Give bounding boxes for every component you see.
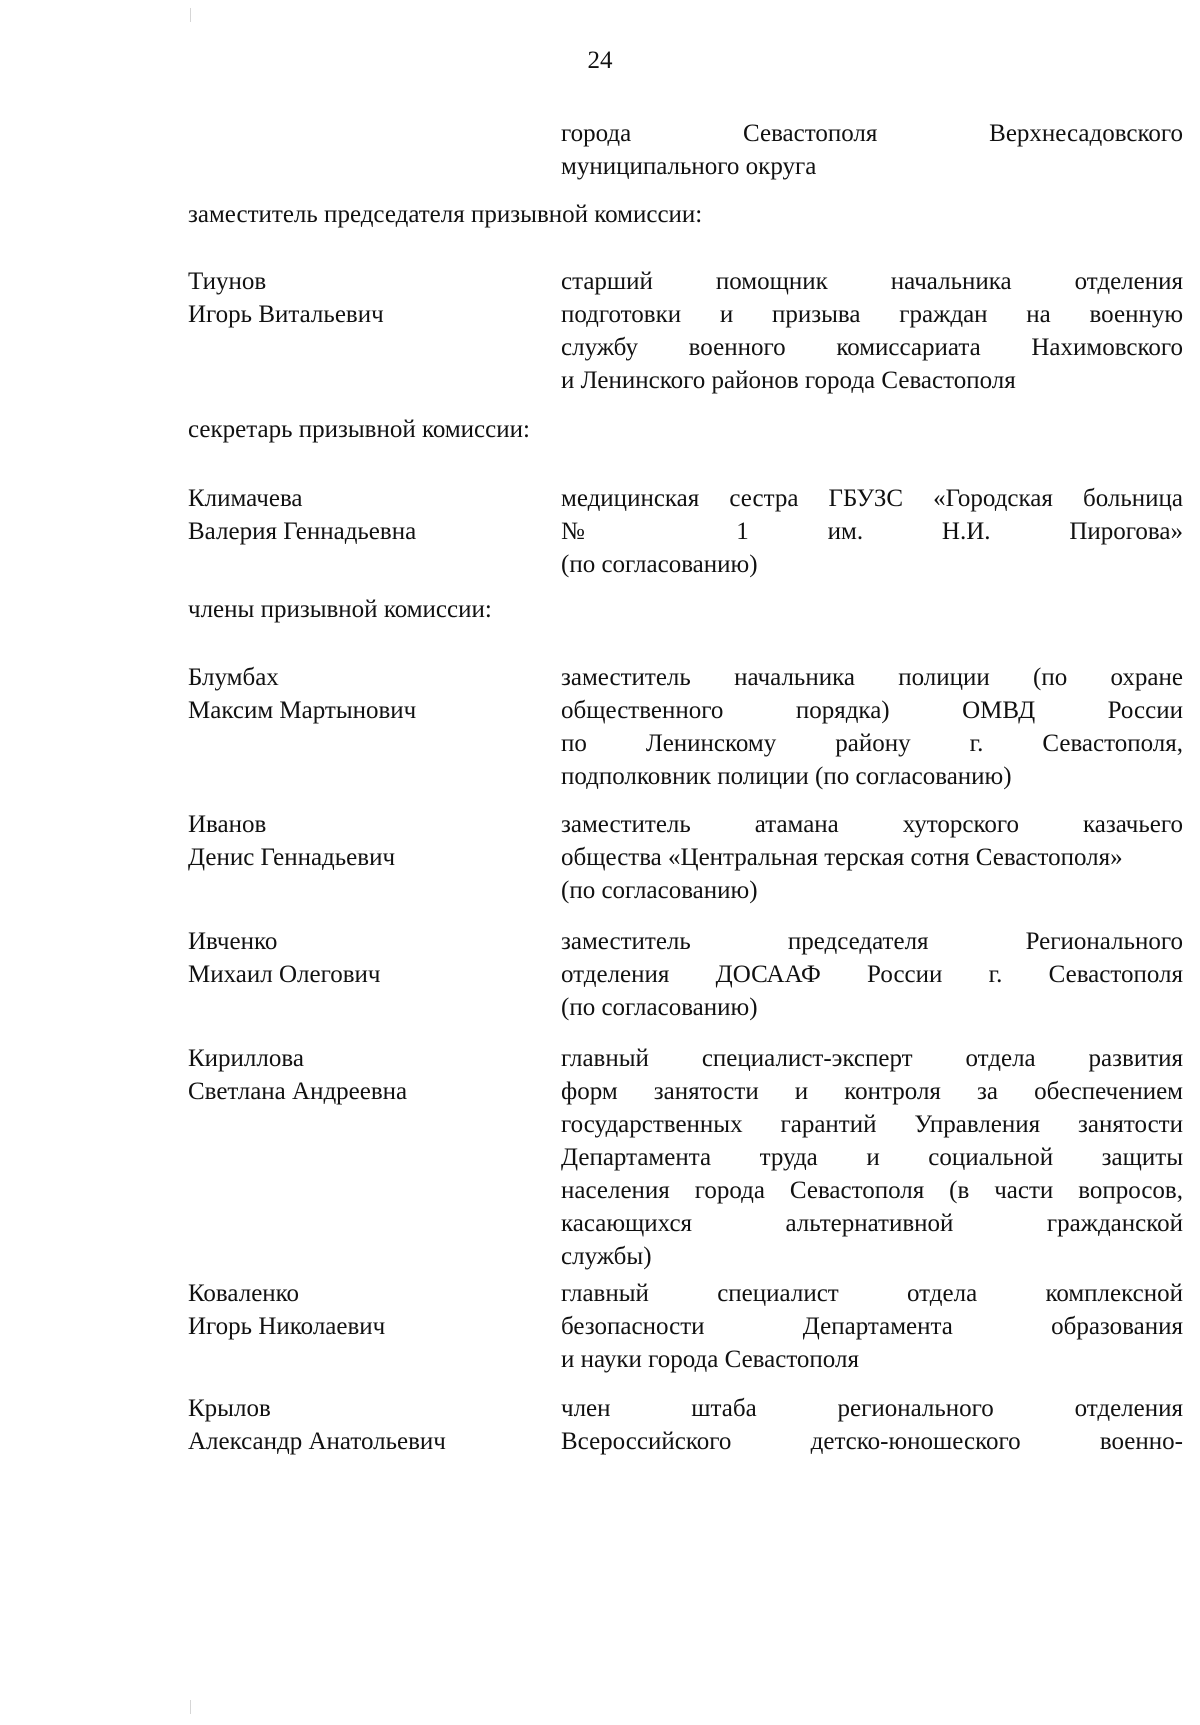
position-description <box>561 1042 1183 1273</box>
scan-margin-mark <box>190 8 191 22</box>
surname: Иванов <box>188 811 267 838</box>
surname: Тиунов <box>188 268 267 295</box>
person-name <box>188 265 548 331</box>
surname: Климачева <box>188 485 303 512</box>
given-names: Игорь Николаевич <box>188 1313 386 1340</box>
person-name <box>188 661 548 727</box>
given-names: Александр Анатольевич <box>188 1428 446 1455</box>
text-line: населения города Севастополя (в части вопросов, <box>561 1177 1183 1204</box>
text-line: государственных гарантий Управления занятости <box>561 1111 1183 1138</box>
text-line: член штаба регионального отделения <box>561 1395 1183 1422</box>
person-name <box>188 1277 548 1343</box>
text-line: Департамента труда и социальной защиты <box>561 1144 1183 1171</box>
text-line: главный специалист отдела комплексной <box>561 1280 1183 1307</box>
text-line: касающихся альтернативной гражданской <box>561 1210 1183 1237</box>
given-names: Максим Мартынович <box>188 697 417 724</box>
text-line: отделения ДОСААФ России г. Севастополя <box>561 961 1183 988</box>
given-names: Игорь Витальевич <box>188 301 384 328</box>
position-description <box>561 661 1183 793</box>
text-line: муниципального округа <box>561 153 817 180</box>
position-description <box>561 482 1183 581</box>
position-description <box>561 1277 1183 1376</box>
continuation-text <box>561 117 1183 183</box>
text-line: безопасности Департамента образования <box>561 1313 1183 1340</box>
text-line: подполковник полиции (по согласованию) <box>561 763 1012 790</box>
text-line: города Севастополя Верхнесадовского <box>561 120 1183 147</box>
text-line: заместитель атамана хуторского казачьего <box>561 811 1183 838</box>
surname: Ивченко <box>188 928 278 955</box>
text-line: заместитель начальника полиции (по охране <box>561 664 1183 691</box>
surname: Коваленко <box>188 1280 300 1307</box>
person-name <box>188 1042 548 1108</box>
position-description <box>561 808 1183 907</box>
members-heading: члены призывной комиссии: <box>188 596 492 623</box>
person-name <box>188 1392 548 1458</box>
position-description <box>561 925 1183 1024</box>
text-line: медицинская сестра ГБУЗС «Городская больница <box>561 485 1183 512</box>
text-line: главный специалист-эксперт отдела развития <box>561 1045 1183 1072</box>
text-line: заместитель председателя Регионального <box>561 928 1183 955</box>
text-line: и Ленинского районов города Севастополя <box>561 367 1016 394</box>
person-name <box>188 808 548 874</box>
text-line: форм занятости и контроля за обеспечением <box>561 1078 1183 1105</box>
given-names: Валерия Геннадьевна <box>188 518 417 545</box>
text-line: подготовки и призыва граждан на военную <box>561 301 1183 328</box>
page-number: 24 <box>587 47 613 74</box>
text-line: № 1 им. Н.И. Пирогова» <box>561 518 1183 545</box>
text-line: старший помощник начальника отделения <box>561 268 1183 295</box>
position-description <box>561 1392 1183 1458</box>
text-line: службу военного комиссариата Нахимовского <box>561 334 1183 361</box>
given-names: Михаил Олегович <box>188 961 381 988</box>
text-line: Всероссийского детско-юношеского военно- <box>561 1428 1183 1455</box>
given-names: Светлана Андреевна <box>188 1078 408 1105</box>
text-line: (по согласованию) <box>561 877 758 904</box>
text-line: (по согласованию) <box>561 994 758 1021</box>
person-name <box>188 925 548 991</box>
text-line: службы) <box>561 1243 652 1270</box>
position-description <box>561 265 1183 397</box>
secretary-heading: секретарь призывной комиссии: <box>188 416 530 443</box>
surname: Крылов <box>188 1395 271 1422</box>
scan-margin-mark <box>190 1700 191 1714</box>
text-line: по Ленинскому району г. Севастополя, <box>561 730 1183 757</box>
person-name <box>188 482 548 548</box>
text-line: общества «Центральная терская сотня Севастополя» <box>561 844 1123 871</box>
surname: Кириллова <box>188 1045 304 1072</box>
text-line: (по согласованию) <box>561 551 758 578</box>
text-line: и науки города Севастополя <box>561 1346 859 1373</box>
deputy-chairman-heading: заместитель председателя призывной комиссии: <box>188 201 703 228</box>
given-names: Денис Геннадьевич <box>188 844 396 871</box>
surname: Блумбах <box>188 664 279 691</box>
text-line: общественного порядка) ОМВД России <box>561 697 1183 724</box>
